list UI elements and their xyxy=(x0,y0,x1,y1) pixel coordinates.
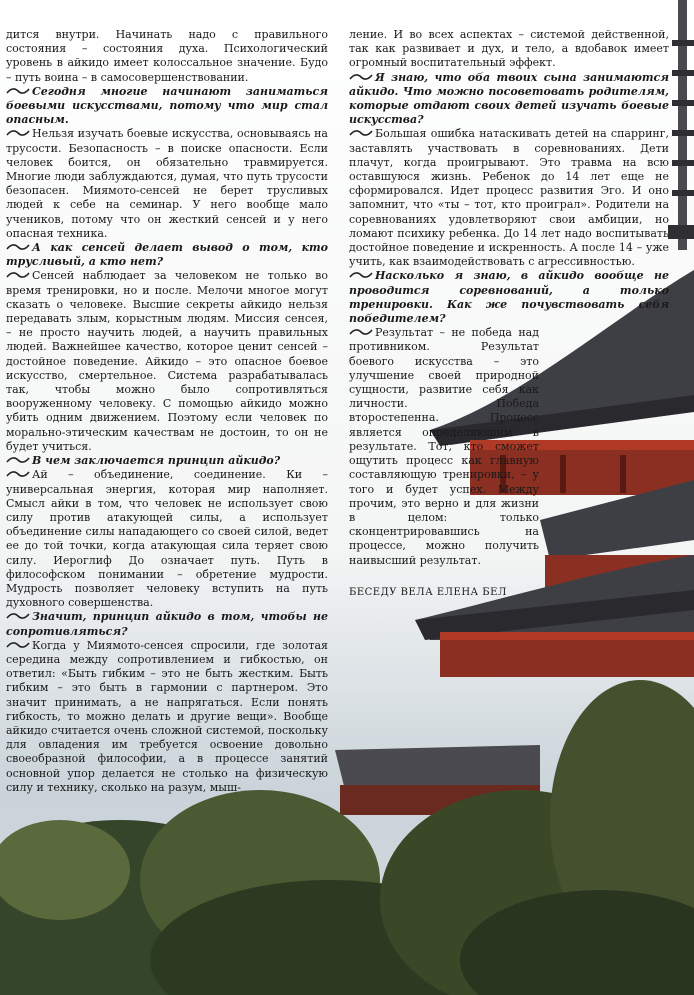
tilde-dash-icon xyxy=(349,129,373,137)
tilde-dash-icon xyxy=(6,87,30,95)
paragraph-text: Когда у Миямото-сенсея спросили, где золотая середина между сопротивлением и гибкостью, он ответил: «Быть гибким – это не быть жестким. Быть гибким – это быть в гармонии с партнером. Это значит принимать, а не напрягаться. Если понять гибкость, то можно делать и другие вещи». Вообще айкидо считается очень сложной системой, поскольку для овладения им требуется освоение довольно своеобразной философии, а в процессе занятий основной упор делается не столько на физическую силу и технику, сколько на разум, мыш- xyxy=(6,638,328,794)
paragraph-text: Сенсей наблюдает за человеком не только во время тренировки, но и после. Мелочи многое могут сказать о человеке. Высшие секреты айкидо нельзя передавать злым, корыстным людям. Миссия сенсея, – не просто научить людей, а научить правильных людей. Важнейшее качество, которое ценит сенсей – достойное поведение. Айкидо – это опасное боевое искусство, смертельное. Система разрабатывалась так, чтобы можно было сопротивляться вооруженному человеку. С помощью айкидо можно убить одним движением. Поэтому если человек по морально-этическим качествам не достоин, то он не будет учиться. xyxy=(6,269,328,453)
answer-paragraph xyxy=(6,127,328,241)
question-paragraph xyxy=(6,610,328,638)
author-signature: БЕСЕДУ ВЕЛА ЕЛЕНА БЕЛ xyxy=(349,586,507,598)
answer-paragraph xyxy=(349,28,669,71)
paragraph-text: ление. И во всех аспектах – системой действенной, так как развивает и дух, и тело, а вдобавок имеет огромный воспитательный эффект. xyxy=(349,28,669,70)
question-paragraph xyxy=(349,71,669,128)
tilde-dash-icon xyxy=(6,470,30,478)
text-column-left xyxy=(6,28,328,795)
tilde-dash-icon xyxy=(6,243,30,251)
paragraph-text: В чем заключается принцип айкидо? xyxy=(32,454,281,468)
paragraph-text: Значит, принцип айкидо в том, чтобы не сопротивляться? xyxy=(6,610,328,638)
paragraph-text: Сегодня многие начинают заниматься боевыми искусствами, потому что мир стал опасным. xyxy=(6,84,328,127)
paragraph-text: Насколько я знаю, в айкидо вообще не проводится соревнований, а только тренировки. Как же почувствовать себя победителем? xyxy=(349,269,669,326)
paragraph-text: дится внутри. Начинать надо с правильного состояния – состояния духа. Психологический уровень в айкидо имеет колоссальное значение. Будо – путь воина – в самосовершенствовании. xyxy=(6,28,328,84)
answer-paragraph xyxy=(349,326,539,567)
answer-paragraph xyxy=(349,127,669,269)
tilde-dash-icon xyxy=(349,271,373,279)
tilde-dash-icon xyxy=(6,641,30,649)
question-paragraph xyxy=(6,241,328,269)
tilde-dash-icon xyxy=(6,612,30,620)
tilde-dash-icon xyxy=(6,456,30,464)
tilde-dash-icon xyxy=(349,328,373,336)
answer-paragraph xyxy=(6,468,328,610)
paragraph-text: Нельзя изучать боевые искусства, основываясь на трусости. Безопасность – в поиске опасности. Если человек боится, он обязательно травмируется. Многие люди заблуждаются, думая, что путь трусости безопасен. Миямото-сенсей не берет трусливых людей к себе на семинар. У него вообще мало учеников, потому что он жесткий сенсей и у него опасная техника. xyxy=(6,127,328,240)
paragraph-text: Большая ошибка натаскивать детей на спарринг, заставлять участвовать в соревнованиях. Дети плачут, когда проигрывают. Это травма на всю оставшуюся жизнь. Ребенок до 14 лет еще не сформировался. Идет процесс развития Эго. И оно запомнит, что «ты – тот, кто проиграл». Родители на соревнованиях удовлетворяют свои амбиции, но ломают психику ребенка. До 14 лет надо воспитывать достойное поведение и искренность. А после 14 – уже учить, как взаимодействовать с агрессивностью. xyxy=(349,127,669,269)
paragraph-text: Ай – объединение, соединение. Ки – универсальная энергия, которая мир наполняет. Смысл айки в том, что человек не использует свою силу против атакующей силы, а использует объединение силы нападающего со своей силой, ведет ее до той точки, когда атакующая сила теряет свою силу. Иероглиф До означает путь. Путь в философском понимании – обретение мудрости. Мудрость позволяет человеку вступить на путь духовного совершенства. xyxy=(6,468,328,610)
text-column-right xyxy=(349,28,669,600)
question-paragraph xyxy=(349,269,669,326)
answer-paragraph xyxy=(6,28,328,85)
answer-paragraph xyxy=(6,639,328,795)
tilde-dash-icon xyxy=(349,73,373,81)
question-paragraph xyxy=(6,85,328,128)
tilde-dash-icon xyxy=(6,129,30,137)
tilde-dash-icon xyxy=(6,271,30,279)
paragraph-text: Результат – не победа над противником. Результат боевого искусства – это улучшение своей природной сущности, развитие себя как личности. Победа второстепенна. Процесс является определяющим в результате. Тот, кто сможет ощутить процесс как главную составляющую тренировки, – у того и будет успех. Между прочим, это верно и для жизни в целом: только сконцентрировавшись на процессе, можно получить наивысший результат. xyxy=(349,326,539,567)
paragraph-text: Я знаю, что оба твоих сына занимаются айкидо. Что можно посоветовать родителям, которые отдают своих детей изучать боевые искусства? xyxy=(349,70,669,127)
paragraph-text: А как сенсей делает вывод о том, кто трусливый, а кто нет? xyxy=(6,241,328,269)
question-paragraph xyxy=(6,454,328,468)
answer-paragraph xyxy=(6,269,328,454)
